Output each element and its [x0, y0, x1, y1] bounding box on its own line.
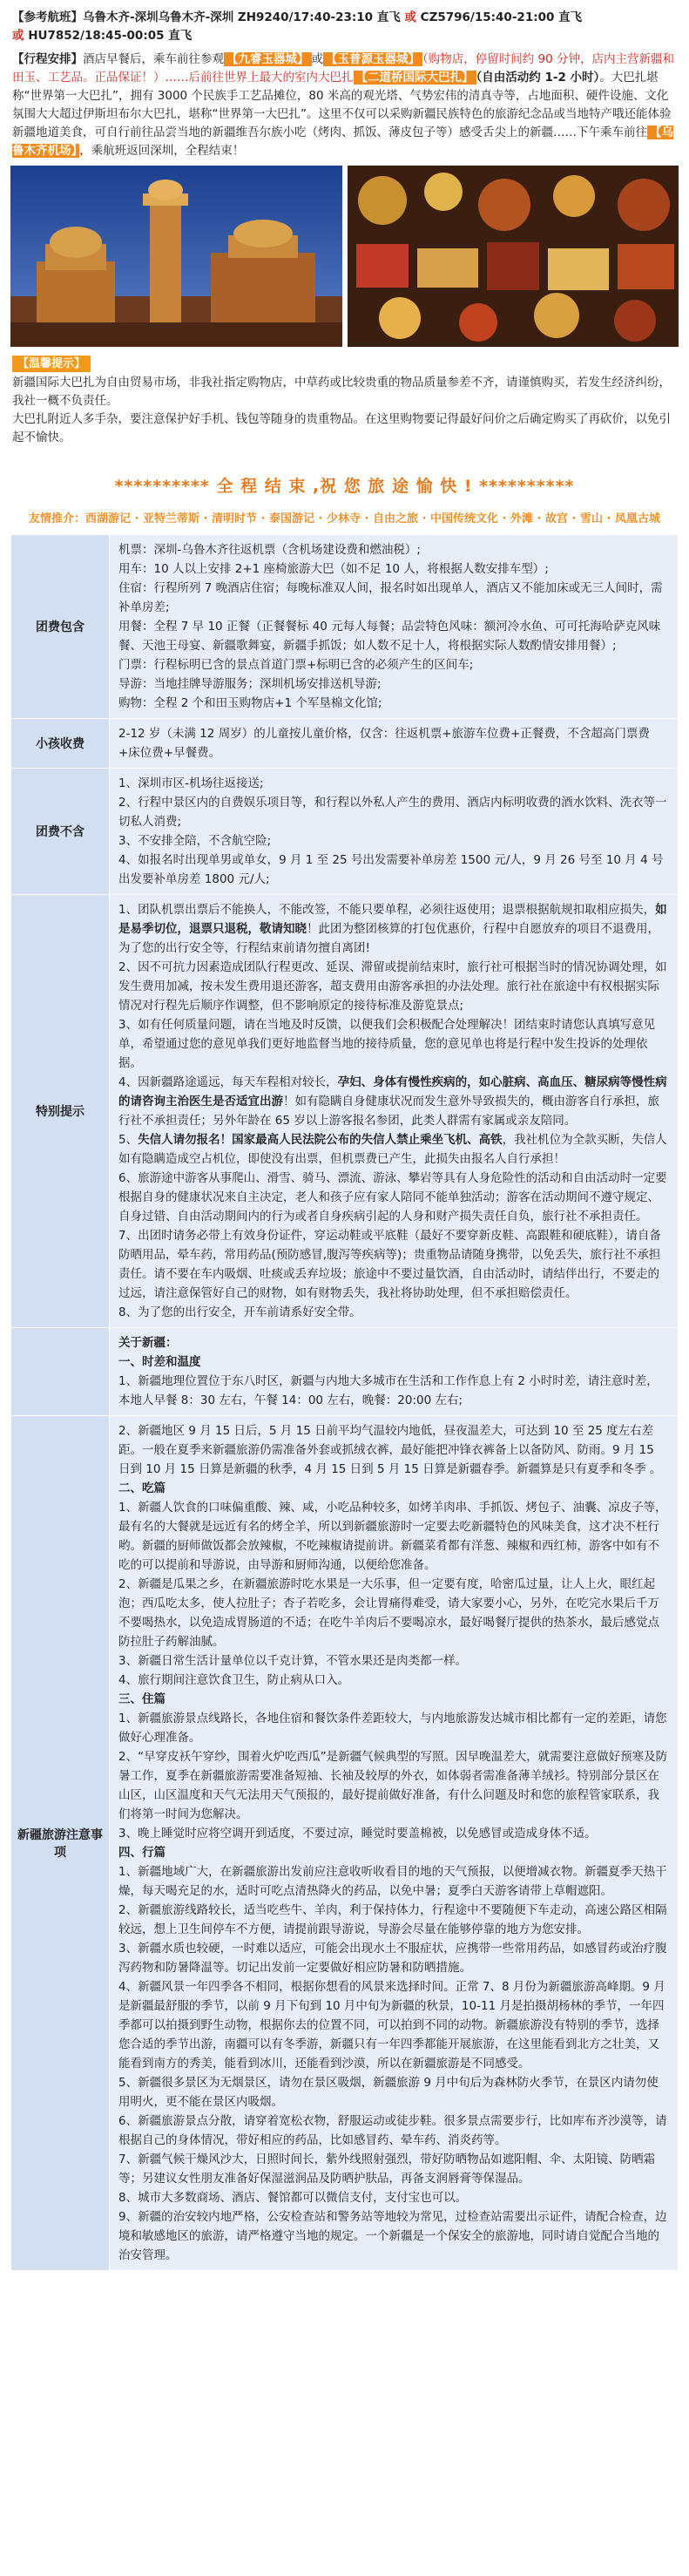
sec2-line: 1、新疆人饮食的口味偏重酸、辣、咸，小吃品种较多，如烤羊肉串、手抓饭、烤包子、油囊、凉皮子等，最有名的大餐就是远近有名的烤全羊，所以到新疆旅游时一定要去吃新疆特色的风味美食，这才决不枉行哟。新疆的厨师做饭都会放辣椒，不吃辣椒请提前讲。新疆菜肴都有洋葱、辣椒和西红柿，游客中如有不吃的可以提前和导游说，由导游和厨师沟通，以便给您准备。	[118, 1501, 667, 1572]
schedule-bold-1: （自由活动约 1-2 小时）	[476, 71, 600, 85]
tips-body	[0, 370, 689, 451]
info-table	[10, 534, 679, 2271]
fee-exclude-line: 4、如报名时出现单男或单女，9 月 1 至 25 号出发需要补单房差 1500 元/人，9 月 26 号至 10 月 4 号出发要补单房差 1800 元/人;	[118, 853, 664, 886]
special-item: 3、如有任何质量问题，请在当地及时反馈，以便我们会积极配合处理解决！团结束时请您认真填写意见单，希望通过您的意见单我们更好地监督当地的接待质量，您的意见单也将是行程中发生投诉的处理依据。	[118, 1018, 656, 1070]
row-xinjiang-notes	[11, 1416, 679, 2271]
sec2-line: 3、新疆日常生活计量单位以千克计算，不管水果还是肉类都一样。	[118, 1654, 468, 1668]
sec2-line: 4、旅行期间注意饮食卫生，防止病从口入。	[118, 1673, 350, 1687]
recommend-links: 友情推介：西湖游记 · 亚特兰蒂斯 · 清明时节 · 泰国游记 · 少林寺 · 自由之旅 · 中国传统文化 · 外滩 · 故宫 · 雪山 · 凤凰古城	[29, 512, 660, 525]
bazaar-tower-photo	[10, 166, 342, 347]
tips-header	[12, 354, 677, 370]
schedule-highlight-bazaar: 【二道桥国际大巴扎】	[354, 71, 476, 85]
schedule-text-2: （购物店，停留时间约 90 分钟，店内主营新疆和田玉、工艺品。正品保证！）……后前往世界上最大的室内大巴扎	[12, 52, 675, 85]
fee-include-line: 购物：全程 2 个和田玉购物店+1 个军垦棉文化馆;	[118, 696, 382, 710]
schedule-or: 或	[311, 52, 323, 66]
row-special	[11, 895, 679, 1328]
tips-line-1: 新疆国际大巴扎为自由贸易市场，非我社指定购物店，中草药或比较贵重的物品质量参差不齐，请谨慎购买，若发生经济纠纷，我社一概不负责任。	[12, 376, 671, 408]
flight-text-a: 乌鲁木齐-深圳乌鲁木齐-深圳 ZH9240/17:40-23:10 直飞	[83, 10, 401, 24]
sec3-line: 2、“早穿皮袄午穿纱，围着火炉吃西瓜”是新疆气候典型的写照。因早晚温差大，就需要注意做好预寒及防暑工作，夏季在新疆旅游需要准备短袖、长袖及较厚的外衣，如体弱者需准备薄羊绒衫。特别部分景区在山区，山区温度和天气无法用天气预报的，最好提前做好准备，有什么问题及时和您的旅程管家联系，我们将第一时间为您解决。	[118, 1750, 668, 1821]
fee-include-line: 导游：当地挂牌导游服务；深圳机场安排送机导游;	[118, 677, 382, 691]
flight-text-b: CZ5796/15:40-21:00 直飞	[420, 10, 583, 24]
xinjiang-notes-label: 新疆旅游注意事项	[11, 1416, 110, 2271]
schedule-text-1: 酒店早餐后，乘车前往参观	[83, 52, 224, 66]
schedule-highlight-jade-source: 【玉普源玉器城】	[323, 52, 422, 66]
kids-text: 2-12 岁（未满 12 周岁）的儿童按儿童价格，仅含：往返机票+旅游车位费+正餐费，不含超高门票费+床位费+早餐费。	[118, 727, 650, 760]
fee-exclude-label: 团费不含	[11, 769, 110, 895]
special-item: 4、因新疆路途遥远，每天车程相对较长，孕妇、身体有慢性疾病的，如心脏病、高血压、糖尿病等慢性病的请咨询主治医生是否适宜出游！如有隐瞒自身健康状况而发生意外导致损失的，概由游客自行承担，旅行社不承担责任；另外年龄在 65 岁以上游客报名参团，此类人群需有家属或亲友陪同。	[118, 1075, 667, 1128]
fee-exclude-content	[110, 769, 679, 895]
sec2-line: 2、新疆是瓜果之乡，在新疆旅游时吃水果是一大乐事，但一定要有度，哈密瓜过量，让人上火，眼红起泡；西瓜吃太多，使人拉肚子；杏子若吃多，会让胃痛得难受，请大家要小心，另外，在吃完水果后千万不要喝热水，以免造成胃肠道的不适；在吃牛羊肉后不要喝凉水，最好喝餐厅提供的热茶水，最后感觉点防拉肚子药解油腻。	[118, 1577, 659, 1649]
schedule-label: 【行程安排】	[12, 52, 83, 66]
special-item: 5、失信人请勿报名！国家最高人民法院公布的失信人禁止乘坐飞机、高铁，我社机位为全款买断，失信人如有隐瞒造成空占机位，即使没有出票，但机票费已产生，此损失由报名人自行承担！	[118, 1133, 667, 1166]
tips-line-2: 大巴扎附近人多手杂，要注意保护好手机、钱包等随身的贵重物品。在这里购物要记得最好问价之后确定购买了再砍价，以免引起不愉快。	[12, 412, 671, 444]
xinjiang-intro-content	[110, 1328, 679, 1416]
xinjiang-notes-content	[110, 1416, 679, 2271]
fee-include-line: 住宿：行程所列 7 晚酒店住宿；每晚标准双人间，报名时如出现单人，酒店又不能加床或无三人间时，需补单房差;	[118, 581, 663, 614]
row-fee-exclude	[11, 769, 679, 895]
special-item: 8、为了您的出行安全，开车前请系好安全带。	[118, 1305, 361, 1319]
flight-label: 【参考航班】	[12, 10, 83, 24]
xinjiang-intro-title: 关于新疆：	[118, 1336, 178, 1350]
sec3-line: 3、晚上睡觉时应将空调开到适度，不要过凉，睡觉时要盖棉被，以免感冒或造成身体不适。	[118, 1827, 597, 1840]
schedule-text-3: 。大巴扎堪称“世界第一大巴扎”，拥有 3000 个民族手工艺品摊位，80 米高的观光塔、气势宏伟的清真寺等，占地面积、硬件设施、文化氛围大大超过伊斯坦布尔大巴扎，堪称“世界第一大巴扎”。这里不仅可以采购新疆民族特色的旅游纪念品或当地特产哦还能体验新疆地道美食，可自行前往品尝当地的新疆维吾尔族小吃（烤肉、抓饭、薄皮包子等）感受舌尖上的新疆……下午乘车前往	[12, 71, 672, 139]
flight-or-2: 或	[12, 29, 24, 43]
fee-include-line: 用餐：全程 7 早 10 正餐（正餐餐标 40 元每人每餐；品尝特色风味：额河冷水鱼、可可托海哈萨克风味餐、天池王母宴、新疆歌舞宴，新疆手抓饭；如人数不足十人，将根据实际人数酌情安排用餐）;	[118, 620, 661, 653]
sec4-line: 9、新疆的治安较内地严格，公安检查站和警务站等地较为常见，过检查站需要出示证件，请配合检查，边境和敏感地区的旅游，请严格遵守当地的规定。一个新疆是一个保安全的旅游地，同时请自觉配合当地的治安管理。	[118, 2210, 667, 2262]
sec1-line: 1、新疆地理位置位于东八时区，新疆与内地大多城市在生活和工作作息上有 2 小时时差，请注意时差，本地人早餐 8：30 左右，午餐 14：00 左右，晚餐：20:00 左右;	[118, 1374, 659, 1407]
tips-label: 【温馨提示】	[12, 356, 91, 372]
fee-exclude-line: 2、行程中景区内的自费娱乐项目等，和行程以外私人产生的费用、酒店内标明收费的酒水饮料、洗衣等一切私人消费;	[118, 796, 667, 829]
sec4-line: 8、城市大多数商场、酒店、餐馆都可以微信支付，支付宝也可以。	[118, 2191, 468, 2205]
sec4-line: 1、新疆地域广大，在新疆旅游出发前应注意收听收看目的地的天气预报，以便增减衣物。新疆夏季天热干燥，每天喝充足的水，适时可吃点清热降火的药品，以免中暑；夏季白天游客请带上草帽遮阳。	[118, 1865, 667, 1898]
xinjiang-intro-blank	[11, 1328, 110, 1416]
schedule-text-4: ，乘航班返回深圳，全程结束！	[79, 144, 245, 158]
special-label: 特别提示	[11, 895, 110, 1328]
flight-or-1: 或	[400, 10, 421, 24]
special-item: 1、团队机票出票后不能换人，不能改签，不能只要单程，必须往返使用；退票根据航规扣取相应损失，如是易季切位，退票只退税，敬请知晓！此团为整团核算的打包优惠价，行程中自愿放弃的项目不退费用，为了您的出行安全等，行程结束前请勿擅自离团!	[118, 903, 667, 955]
photo-row	[0, 166, 689, 347]
sec3-title: 三、住篇	[118, 1692, 165, 1706]
sec4-line: 7、新疆气候干燥风沙大，日照时间长，紫外线照射强烈，带好防晒物品如遮阳帽、伞、太阳镜、防晒霜等；另建议女性朋友准备好保湿滋润品及防晒护肤品，再备支润唇膏等保湿品。	[118, 2152, 656, 2186]
sec4-title: 四、行篇	[118, 1846, 165, 1860]
ending-title: ********** 全 程 结 束 ,祝 您 旅 途 愉 快 ! **********	[114, 477, 575, 496]
schedule-highlight-airport: 【乌鲁木齐机场】	[12, 125, 673, 158]
special-item: 7、出团时请务必带上有效身份证件，穿运动鞋或平底鞋（最好不要穿新皮鞋、高跟鞋和硬底鞋），请自备防晒用品，晕车药，常用药品(预防感冒,腹泻等疾病等)；贵重物品请随身携带，以免丢失，旅行社不承担责任。请不要在车内吸烟、吐痰或丢弃垃圾；旅途中不要过量饮酒，自由活动时，请结伴出行，不要走的过远，请注意保管好自己的财物，如有财物丢失，我社将协助处理，但不承担赔偿责任。	[118, 1229, 661, 1300]
sec2-title: 二、吃篇	[118, 1481, 165, 1495]
sec4-line: 3、新疆水质也较硬，一时难以适应，可能会出现水土不服症状，应携带一些常用药品，如感冒药或治疗腹泻药物和防暑降温等。切记出发前一定要做好相应防暑和防晒措施。	[118, 1942, 667, 1975]
sec1-title: 一、时差和温度	[118, 1355, 201, 1369]
fee-include-content	[110, 535, 679, 719]
kids-content	[110, 719, 679, 769]
row-kids	[11, 719, 679, 769]
kids-label: 小孩收费	[11, 719, 110, 769]
row-fee-include	[11, 535, 679, 719]
special-content	[110, 895, 679, 1328]
fee-exclude-line: 1、深圳市区-机场往返接送;	[118, 776, 264, 790]
sec3-line: 1、新疆旅游景点线路长，各地住宿和餐饮条件差距较大，与内地旅游发达城市相比都有一定的差距，请您做好心理准备。	[118, 1712, 667, 1745]
sec4-line: 4、新疆风景一年四季各不相同，根据你想看的风景来选择时间。正常 7、8 月份为新疆旅游高峰期。9 月是新疆最舒服的季节，以前 9 月下旬到 10 月中旬为新疆的秋景，10-11 月是拍摄胡杨林的季节，一年四季都可以拍摄到野生动物，根据你去的位置不同，可以拍到不同的动物。新疆旅游没有特别的季节，选择您合适的季节出游，南疆可以有冬季游，新疆只有一年四季都能开展旅游，在这里能看到北方之壮美，又能看到南方的秀美，能看到冰川，还能看到沙漠，所以在新疆旅游是不同感受。	[118, 1980, 665, 2071]
sec4-line: 6、新疆旅游景点分散，请穿着宽松衣物，舒服运动或徒步鞋。很多景点需要步行，比如库布齐沙漠等，请根据自己的身体情况，带好相应的药品，比如感冒药、晕车药、消炎药等。	[118, 2114, 667, 2147]
fee-include-label: 团费包含	[11, 535, 110, 719]
row-xinjiang-intro	[11, 1328, 679, 1416]
sec4-line: 2、新疆旅游线路较长，适当吃些牛、羊肉，利于保持体力，行程途中不要随便下车走动，高速公路区相隔较远，想上卫生间停车不方便，请提前跟导游说，导游会尽量在能够停靠的地方为您安排。	[118, 1903, 667, 1936]
special-item: 6、旅游途中游客从事爬山、滑雪、骑马、漂流、游泳、攀岩等具有人身危险性的活动和自由活动时一定要根据自身的健康状况来自主决定，老人和孩子应有家人陪同不能单独活动；游客在活动期间不遵守规定、自身过错、自由活动期间内的行为或者自身疾病引起的人身和财产损失责任自负，旅行社不承担责任。	[118, 1171, 667, 1224]
fee-include-line: 机票：深圳-乌鲁木齐往返机票（含机场建设费和燃油税）;	[118, 543, 421, 557]
fee-include-line: 门票：行程标明已含的景点首道门票+标明已含的必须产生的区间车;	[118, 658, 474, 672]
sec1-line: 2、新疆地区 9 月 15 日后，5 月 15 日前平均气温较内地低，昼夜温差大，可达到 10 至 25 度左右差距。一般在夏季来新疆旅游仍需准备外套或抓绒衣裤，最好能把冲锋衣裤备上以备防风、防雨。9 月 15 日到 10 月 15 日算是新疆的秋季，4 月 15 日到 5 月 15 日算是新疆春季。新疆算是只有夏季和冬季 。	[118, 1424, 662, 1476]
schedule-paragraph	[12, 51, 677, 160]
flight-text-c: HU7852/18:45-00:05 直飞	[24, 29, 193, 43]
fee-exclude-line: 3、不安排全陪，不含航空险;	[118, 834, 272, 848]
fee-include-line: 用车：10 人以上安排 2+1 座椅旅游大巴（如不足 10 人，将根据人数安排车型）;	[118, 562, 549, 576]
handicraft-stall-photo	[348, 166, 679, 347]
flight-line	[12, 9, 677, 45]
schedule-highlight-jade-city: 【九睿玉器城】	[224, 52, 312, 66]
sec4-line: 5、新疆很多景区为无烟景区，请勿在景区吸烟，新疆旅游 9 月中旬后为森林防火季节，在景区内请勿使用明火，更不能在景区内吸烟。	[118, 2076, 659, 2109]
special-item: 2、因不可抗力因素造成团队行程更改、延误、滞留或提前结束时，旅行社可根据当时的情况协调处理，如发生费用加减，按未发生费用退还游客，超支费用由游客承担的办法处理。旅行社在旅途中有权根据实际情况对行程先后顺序作调整，但不影响原定的接待标准及游览景点;	[118, 960, 667, 1013]
itinerary-intro	[0, 0, 689, 160]
